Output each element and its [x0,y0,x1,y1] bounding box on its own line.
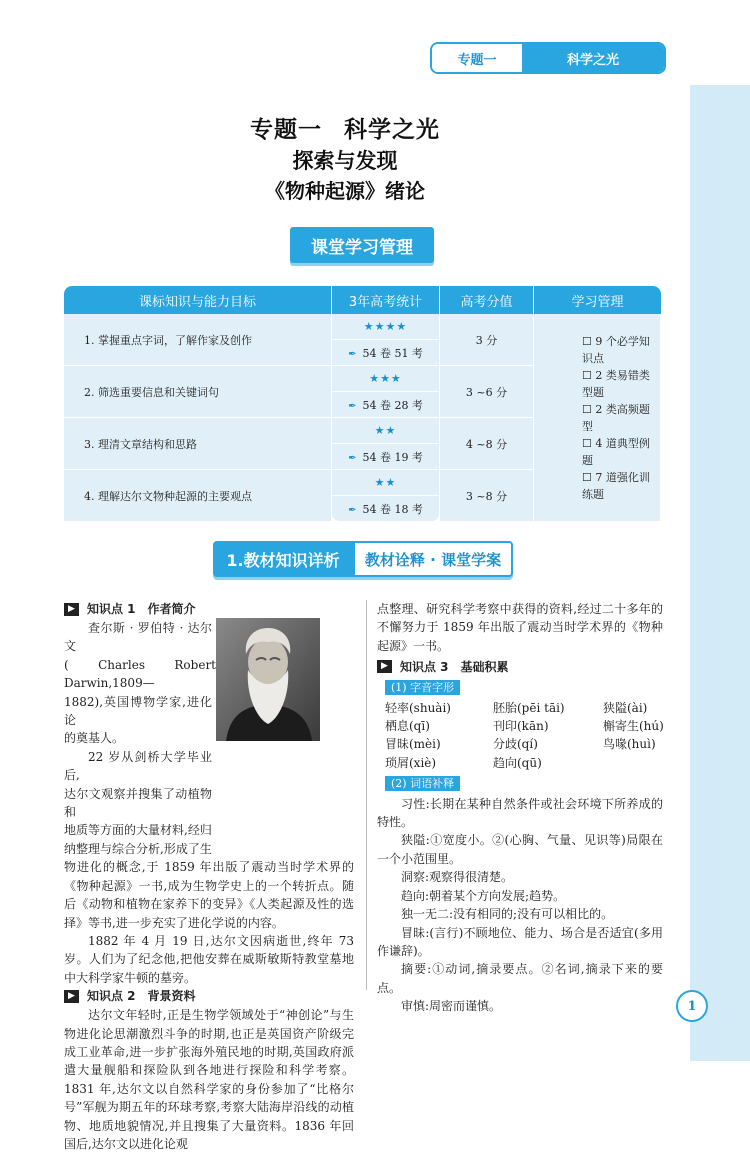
section-heading-classroom: 课堂学习管理 [290,227,434,263]
knowledge-point-heading [64,600,354,619]
paragraph-line: 查尔斯 · 罗伯特 · 达尔文 [64,621,212,654]
pronunciation-list [385,699,663,773]
score-cell: 3 ~6 分 [440,366,534,418]
management-item: ☐ 7 道强化训练题 [582,470,650,501]
banner-sublabel: 教材诠释 · 课堂学案 [353,541,513,577]
pen-icon: ✒ [348,348,357,360]
exam-stat [332,444,440,470]
exam-stat [332,496,440,522]
goals-table [64,286,661,522]
definition: 狭隘:①宽度小。②(心胸、气量、见识等)局限在一个小范围里。 [377,833,663,866]
definition: 洞察:观察得很清楚。 [401,870,514,885]
table-header: 高考分值 [440,286,534,314]
title-block [0,114,690,206]
knowledge-point-title: 知识点 3 基础积累 [400,659,509,674]
right-column [377,600,663,1016]
management-cell [534,314,661,522]
list-item: 槲寄生(hú) [603,719,664,734]
subtitle: 探索与发现 [292,149,398,173]
exam-stat [332,392,440,418]
management-item: ☐ 2 类易错类型题 [582,368,650,399]
management-item: ☐ 4 道典型例题 [582,436,650,467]
pen-icon: ✒ [348,504,357,516]
list-item: 趋向(qū) [493,755,542,770]
knowledge-point-title: 知识点 1 作者简介 [87,602,196,617]
definition: 摘要:①动词,摘录要点。②名词,摘录下来的要点。 [377,962,663,995]
paragraph: 达尔文年轻时,正是生物学领域处于“神创论”与生物进化论思潮激烈斗争的时期,也正是英国资产阶级完成工业革命,进一步扩张海外殖民地的时期,英国政府派遣大量舰船和探险队到各地进行探险和科学考察。1831 年,达尔文以自然科学家的身份参加了“比格尔号”军舰为期五年的环球考察,考察大陆海岸沿线的动植物、地质地貌情况,并且搜集了大量资料。1836 年回国后,达尔文以进化论观 [64,1008,354,1151]
side-rail [690,85,750,1061]
knowledge-point-heading [64,987,354,1006]
star-rating: ★★★ [332,366,440,392]
management-item: ☐ 9 个必学知识点 [582,334,650,365]
knowledge-point-title: 知识点 2 背景资料 [87,989,196,1004]
paragraph-line: ( Charles Robert Darwin,1809— [64,657,216,691]
play-triangle-icon: ▶ [64,603,79,616]
definition: 冒昧:(言行)不顾地位、能力、场合是否适宜(多用作谦辞)。 [377,925,663,958]
score-cell: 3 分 [440,314,534,366]
section-banner [213,541,513,577]
table-header: 学习管理 [534,286,661,314]
definition: 独一无二:没有相同的;没有可以相比的。 [401,907,614,922]
exam-stat-text: 54 卷 19 考 [362,450,423,464]
goal-cell: 4. 理解达尔文物种起源的主要观点 [64,470,332,522]
play-triangle-icon: ▶ [377,660,392,673]
star-rating: ★★ [332,418,440,444]
paragraph-line: 1882),英国博物学家,进化论 [64,694,212,728]
paragraph-line: 达尔文观察并搜集了动植物和 [64,786,212,820]
definition: 趋向:朝着某个方向发展;趋势。 [401,888,566,903]
table-header: 课标知识与能力目标 [64,286,332,314]
exam-stat-text: 54 卷 51 考 [362,346,423,360]
chapter-tab-topic: 专题一 [432,44,522,72]
subsection-tag: (2) 词语补释 [385,776,460,791]
management-item: ☐ 2 类高频题型 [582,402,650,433]
definition: 审慎:周密而谨慎。 [401,999,502,1014]
goal-cell: 2. 筛选重要信息和关键词句 [64,366,332,418]
exam-stat-text: 54 卷 18 考 [362,502,423,516]
list-item: 狭隘(ài) [603,700,648,715]
exam-stat-text: 54 卷 28 考 [362,398,423,412]
paragraph-line: 22 岁从剑桥大学毕业后, [64,749,212,783]
table-header-row [64,286,661,314]
score-cell: 4 ~8 分 [440,418,534,470]
list-item: 琐屑(xiè) [385,755,437,770]
list-item: 栖息(qī) [385,719,430,734]
page-number: 1 [676,990,708,1022]
subsection-tag: (1) 字音字形 [385,680,460,695]
paragraph-line: 纳整理与综合分析,形成了生 [64,841,212,856]
score-cell: 3 ~8 分 [440,470,534,522]
column-divider [366,600,367,990]
table-header: 3年高考统计 [332,286,440,314]
main-title-topic: 专题一 [250,117,322,143]
pen-icon: ✒ [348,452,357,464]
pen-icon: ✒ [348,400,357,412]
lesson-title: 《物种起源》绪论 [265,179,425,203]
chapter-tab-title: 科学之光 [522,44,664,72]
paragraph-line: 的奠基人。 [64,731,125,746]
chapter-tab [430,42,666,74]
goal-cell: 3. 理清文章结构和思路 [64,418,332,470]
knowledge-point-heading [377,657,663,676]
main-title-name: 科学之光 [344,117,440,143]
list-item: 鸟喙(huì) [603,737,656,752]
definition: 习性:长期在某种自然条件或社会环境下所养成的特性。 [377,796,663,830]
table-row [64,314,661,340]
left-column [64,600,354,1153]
paragraph: 1882 年 4 月 19 日,达尔文因病逝世,终年 73 岁。人们为了纪念他,把他安葬在威斯敏斯特教堂墓地中大科学家牛顿的墓旁。 [64,933,354,985]
list-item: 分歧(qí) [493,737,538,752]
paragraph: 物进化的概念,于 1859 年出版了震动当时学术界的《物种起源》一书,成为生物学史上的一个转折点。随后《动物和植物在家养下的变异》《人类起源及性的选择》等书,进一步充实了进化学说的内容。 [64,860,354,930]
banner-label: 1.教材知识详析 [213,541,353,577]
list-item: 冒昧(mèi) [385,737,441,752]
play-triangle-icon: ▶ [64,990,79,1003]
list-item: 轻率(shuài) [385,700,451,715]
star-rating: ★★★★ [332,314,440,340]
list-item: 胚胎(pēi tāi) [493,700,565,715]
goal-cell: 1. 掌握重点字词，了解作家及创作 [64,314,332,366]
list-item: 刊印(kān) [493,719,549,734]
exam-stat [332,340,440,366]
main-title [0,114,690,146]
star-rating: ★★ [332,470,440,496]
paragraph: 点整理、研究科学考察中获得的资料,经过二十多年的不懈努力于 1859 年出版了震动当时学术界的《物种起源》一书。 [377,602,663,653]
paragraph-line: 地质等方面的大量材料,经归 [64,823,212,838]
